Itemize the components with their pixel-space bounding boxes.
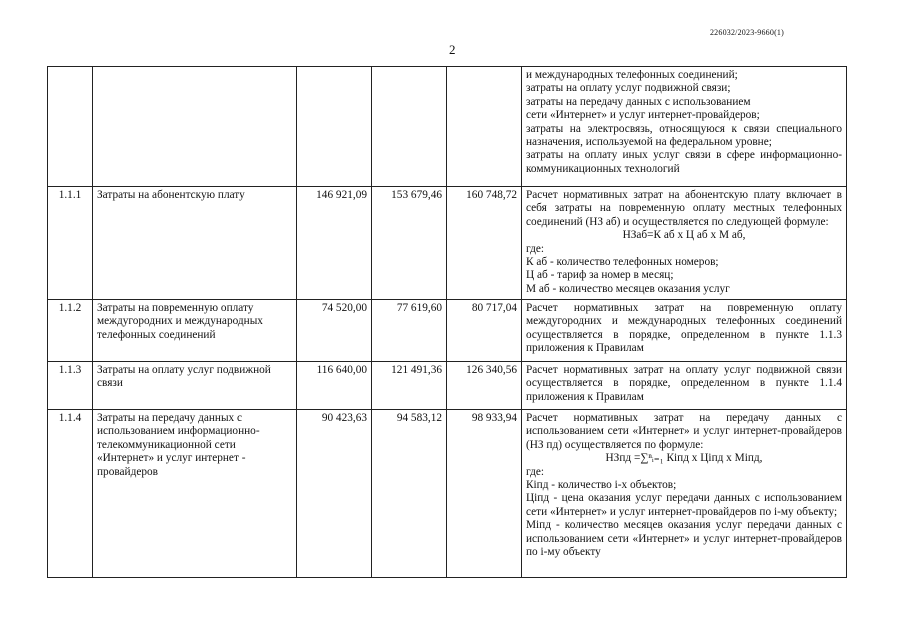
value-year-2: 153 679,46 [372, 187, 447, 300]
value-year-1: 116 640,00 [297, 362, 372, 410]
value-year-3: 80 717,04 [447, 300, 522, 362]
description-cell [522, 410, 847, 578]
item-number: 1.1.4 [48, 410, 93, 578]
desc-line: и международных телефонных соединений; [526, 69, 738, 81]
formula: НЗаб=К аб х Ц аб х М аб, [622, 229, 746, 242]
definition: Цiпд - цена оказания услуг передачи данных с использованием сети «Интернет» и услуг интернет-провайдеров по i-му объекту; [526, 492, 842, 518]
document-number: 226032/2023-9660(1) [709, 28, 784, 37]
value-year-1: 90 423,63 [297, 410, 372, 578]
desc-intro: Расчет нормативных затрат на абонентскую плату включает в себя затраты на повременную оплату местных телефонных соединений (НЗ аб) и осуществляется по следующей формуле: [526, 189, 842, 228]
value-year-2: 77 619,60 [372, 300, 447, 362]
desc-line: затраты на оплату услуг подвижной связи; [526, 82, 731, 95]
description-text: Расчет нормативных затрат на оплату услуг подвижной связи осуществляется в порядке, определенном в пункте 1.1.4 приложения к Правилам [522, 362, 847, 410]
value-cell [372, 67, 447, 187]
value-year-1: 74 520,00 [297, 300, 372, 362]
item-number: 1.1.3 [48, 362, 93, 410]
where-label: где: [526, 242, 544, 255]
table-row-continuation [48, 67, 847, 187]
table-row-1-1-4 [48, 410, 847, 578]
costs-table [47, 66, 847, 578]
value-year-3: 126 340,56 [447, 362, 522, 410]
description-text: Расчет нормативных затрат на повременную оплату междугородних и международных телефонных соединений осуществляется в порядке, определенном в пункте 1.1.3 приложения к Правилам [522, 300, 847, 362]
desc-line: затраты на оплату иных услуг связи в сфере информационно-коммуникационных технологий [526, 149, 842, 175]
desc-line: сети «Интернет» и услуг интернет-провайдеров; [526, 109, 760, 122]
description-cell [522, 187, 847, 300]
table-row-1-1-1 [48, 187, 847, 300]
item-number: 1.1.2 [48, 300, 93, 362]
table-row-1-1-2 [48, 300, 847, 362]
item-name: Затраты на повременную оплату междугородних и международных телефонных соединений [93, 300, 297, 362]
page-number: 2 [449, 42, 456, 57]
value-cell [297, 67, 372, 187]
desc-line: затраты на электросвязь, относящуюся к связи специального назначения, используемой на федеральном уровне; [526, 122, 842, 149]
value-cell [447, 67, 522, 187]
item-name: Затраты на абонентскую плату [93, 187, 297, 300]
num-cell [48, 67, 93, 187]
item-number: 1.1.1 [48, 187, 93, 300]
definition: Ц аб - тариф за номер в месяц; [526, 269, 674, 282]
where-label: где: [526, 465, 544, 478]
item-name: Затраты на оплату услуг подвижной связи [93, 362, 297, 410]
desc-intro: Расчет нормативных затрат на передачу данных с использованием сети «Интернет» и услуг интернет-провайдеров (НЗ пд) осуществляется по формуле: [526, 412, 842, 451]
value-year-2: 94 583,12 [372, 410, 447, 578]
formula: НЗпд =∑ⁿᵢ₌₁ Кiпд х Цiпд х Мiпд, [605, 452, 763, 465]
definition: Кiпд - количество i-х объектов; [526, 479, 677, 492]
description-cell [522, 67, 847, 187]
item-name: Затраты на передачу данных с использованием информационно-телекоммуникационной сети «Интернет» и услуг интернет - провайдеров [93, 410, 297, 578]
definition: М аб - количество месяцев оказания услуг [526, 282, 730, 295]
name-cell [93, 67, 297, 187]
value-year-1: 146 921,09 [297, 187, 372, 300]
definition: К аб - количество телефонных номеров; [526, 256, 719, 269]
value-year-3: 160 748,72 [447, 187, 522, 300]
definition: Мiпд - количество месяцев оказания услуг передачи данных с использованием сети «Интернет» и услуг интернет-провайдеров по i-му объекту [526, 519, 842, 559]
desc-line: затраты на передачу данных с использованием [526, 95, 751, 108]
value-year-3: 98 933,94 [447, 410, 522, 578]
table-row-1-1-3 [48, 362, 847, 410]
value-year-2: 121 491,36 [372, 362, 447, 410]
